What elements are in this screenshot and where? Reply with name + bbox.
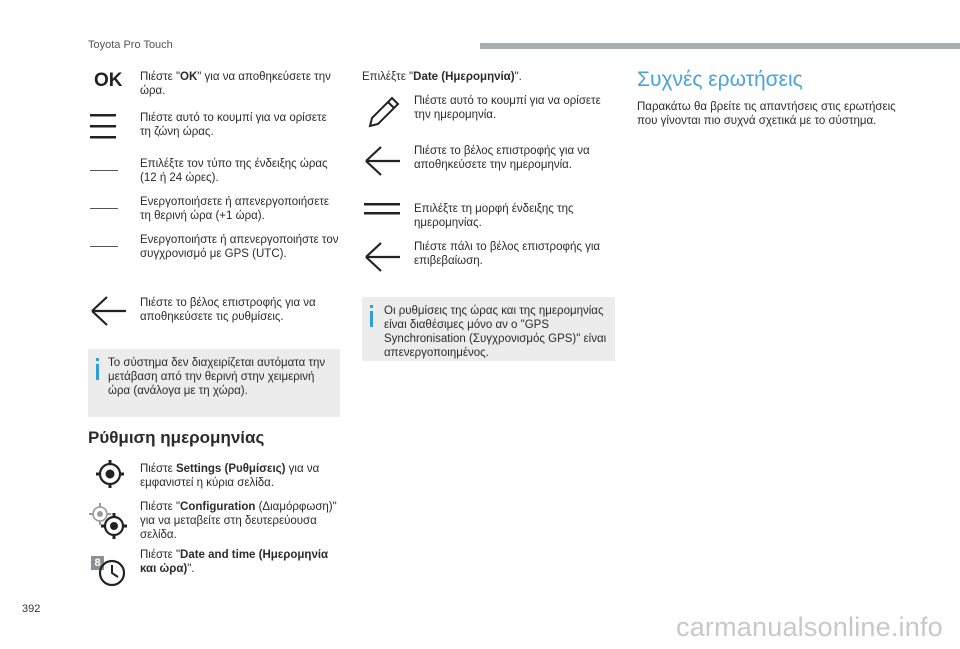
date-intro (362, 70, 612, 84)
info-icon-dot (96, 358, 99, 361)
ok-text-pre: Πιέστε " (140, 71, 181, 83)
s2-text-post: (Διαμόρφωση)" για να μεταβείτε στη δευτερεύουσα σελίδα. (140, 501, 337, 541)
page-number: 392 (22, 603, 41, 615)
back-arrow-icon (362, 240, 402, 274)
date-time-instruction (140, 548, 340, 576)
ok-text-post: " για να αποθηκεύσετε την ώρα. (140, 71, 331, 97)
s2-text-bold: Configuration (180, 501, 256, 513)
s3-text-bold: Date and time (Ημερομηνία και ώρα) (140, 549, 329, 575)
pencil-icon (366, 94, 402, 130)
date-format-instruction: Επιλέξτε τη μορφή ένδειξης της ημερομηνίας. (414, 203, 574, 229)
back-confirm-instruction: Πιέστε πάλι το βέλος επιστροφής για επιβεβαίωση. (414, 241, 601, 267)
info-text-dst: Το σύστημα δεν διαχειρίζεται αυτόματα την μετάβαση από την θερινή στην χειμερινή ώρα (ανάλογα με τη χώρα). (108, 357, 326, 397)
time-format-instruction: Επιλέξτε τον τύπο της ένδειξης ώρας (12 ή 24 ώρες). (140, 158, 328, 184)
s3-text-pre: Πιέστε " (140, 549, 181, 561)
format-bar-icon (364, 202, 400, 216)
back-arrow-icon (362, 144, 402, 178)
intro-text-bold: Date (Ημερομηνία) (413, 71, 515, 83)
step-badge: 8 (91, 556, 104, 570)
ok-instruction (140, 70, 340, 98)
watermark-text: carmanualsonline.info (676, 612, 943, 642)
configuration-gears-icon (88, 502, 128, 540)
s3-text-post: ". (187, 563, 195, 575)
gps-line-icon (90, 246, 118, 247)
section-title-date: Ρύθμιση ημερομηνίας (88, 428, 265, 447)
format-line-icon (90, 170, 118, 171)
header-bar (480, 43, 960, 49)
menu-icon (90, 112, 116, 142)
ok-icon: OK (94, 70, 123, 91)
back-save-date-instruction: Πιέστε το βέλος επιστροφής για να αποθηκεύσετε την ημερομηνία. (414, 145, 590, 171)
intro-text-pre: Επιλέξτε " (362, 71, 414, 83)
s1-text-bold: Settings (Ρυθμίσεις) (175, 463, 286, 475)
gps-sync-instruction: Ενεργοποιήστε ή απενεργοποιήστε τον συγχρονισμό με GPS (UTC). (140, 234, 339, 260)
configuration-instruction (140, 500, 340, 542)
info-icon-bar (370, 311, 373, 327)
intro-text-post: ". (514, 71, 522, 83)
settings-instruction (140, 462, 340, 490)
faq-title: Συχνές ερωτήσεις (637, 68, 803, 91)
clock-icon (97, 558, 127, 588)
info-icon-bar (96, 364, 99, 380)
ok-text-bold: OK (180, 71, 198, 83)
s1-text-pre: Πιέστε (140, 463, 176, 475)
edit-date-instruction: Πιέστε αυτό το κουμπί για να ορίσετε την ημερομηνία. (414, 95, 601, 121)
summer-line-icon (90, 208, 118, 209)
summer-time-instruction: Ενεργοποιήσετε ή απενεργοποιήσετε τη θερινή ώρα (+1 ώρα). (140, 196, 329, 222)
back-save-instruction: Πιέστε το βέλος επιστροφής για να αποθηκεύσετε τις ρυθμίσεις. (140, 297, 316, 323)
settings-gear-icon (96, 460, 124, 488)
s2-text-pre: Πιέστε " (140, 501, 181, 513)
info-icon-dot (370, 305, 373, 308)
faq-intro-text: Παρακάτω θα βρείτε τις απαντήσεις στις ερωτήσεις που γίνονται πιο συχνά σχετικά με το σύστημα. (637, 101, 896, 127)
info-text-gps: Οι ρυθμίσεις της ώρας και της ημερομηνίας είναι διαθέσιμες μόνο αν ο "GPS Synchronisation (Συγχρονισμός GPS)" είναι απενεργοποιημένος. (384, 305, 607, 359)
timezone-instruction: Πιέστε αυτό το κουμπί για να ορίσετε τη ζώνη ώρας. (140, 112, 327, 138)
back-arrow-icon (88, 294, 128, 328)
manual-header-title: Toyota Pro Touch (88, 39, 173, 51)
s1-text-post: για να εμφανιστεί η κύρια σελίδα. (140, 463, 320, 489)
